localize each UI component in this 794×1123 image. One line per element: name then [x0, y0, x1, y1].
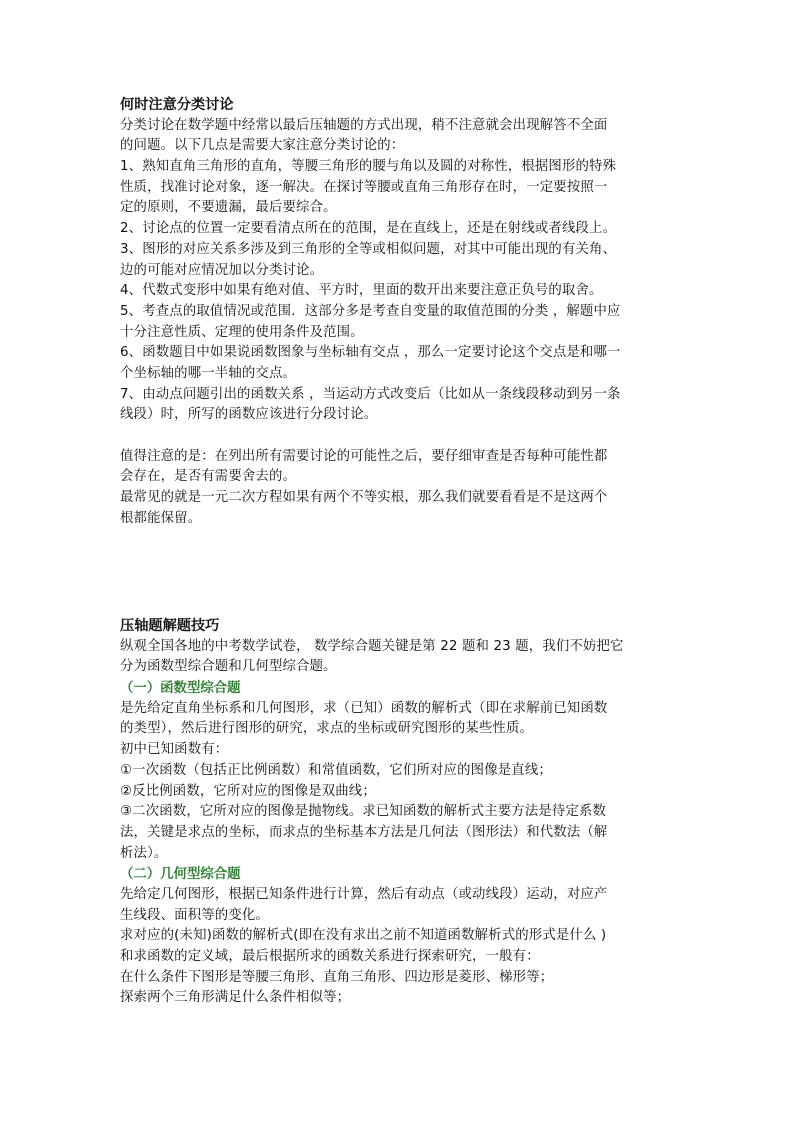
- paragraph-line: ③二次函数，它所对应的图像是抛物线。求已知函数的解析式主要方法是待定系数: [120, 804, 607, 820]
- section-title: 压轴题解题技巧: [120, 618, 220, 634]
- paragraph-line: 初中已知函数有：: [120, 742, 229, 758]
- note-line: 会存在，是否有需要舍去的。: [120, 469, 297, 485]
- paragraph-line: 个坐标轴的哪一半轴的交点。: [120, 365, 297, 381]
- paragraph-line: 性质，找准讨论对象，逐一解决。在探讨等腰或直角三角形存在时，一定要按照一: [120, 179, 608, 195]
- paragraph-line: 线段）时，所写的函数应该进行分段讨论。: [120, 407, 378, 423]
- section-title: 何时注意分类讨论: [120, 97, 234, 113]
- paragraph-line: 是先给定直角坐标系和几何图形，求（已知）函数的解析式（即在求解前已知函数: [120, 700, 608, 716]
- paragraph-line: 边的可能对应情况加以分类讨论。: [120, 262, 324, 278]
- paragraph-line: ①一次函数（包括正比例函数）和常值函数，它们所对应的图像是直线；: [120, 762, 552, 778]
- paragraph-line: 分为函数型综合题和几何型综合题。: [120, 659, 337, 675]
- paragraph-line: 求对应的(未知)函数的解析式(即在没有求出之前不知道函数解析式的形式是什么 ): [120, 928, 607, 944]
- paragraph-line: 7、由动点问题引出的函数关系 ，当运动方式改变后（比如从一条线段移动到另一条: [120, 386, 621, 402]
- paragraph-line: 纵观全国各地的中考数学试卷， 数学综合题关键是第 22 题和 23 题，我们不妨把它: [120, 638, 624, 654]
- note-line: 根都能保留。: [120, 510, 202, 526]
- paragraph-line: 法，关键是求点的坐标，而求点的坐标基本方法是几何法（图形法）和代数法（解: [120, 824, 608, 840]
- note-line: 值得注意的是：在列出所有需要讨论的可能性之后，要仔细审查是否每种可能性都: [120, 448, 608, 464]
- paragraph-line: 1、熟知直角三角形的直角，等腰三角形的腰与角以及圆的对称性，根据图形的特殊: [120, 159, 617, 175]
- paragraph-line: ②反比例函数，它所对应的图像是双曲线；: [120, 783, 376, 799]
- paragraph-line: 2、讨论点的位置一定要看清点所在的范围，是在直线上，还是在射线或者线段上。: [120, 221, 617, 237]
- paragraph-line: 的类型），然后进行图形的研究，求点的坐标或研究图形的某些性质。: [120, 721, 534, 737]
- note-line: 最常见的就是一元二次方程如果有两个不等实根，那么我们就要看看是不是这两个: [120, 490, 608, 506]
- paragraph-line: 定的原则，不要遗漏，最后要综合。: [120, 200, 337, 216]
- paragraph-line: 4、代数式变形中如果有绝对值、平方时，里面的数开出来要注意正负号的取舍。: [120, 283, 603, 299]
- paragraph-line: 3、图形的对应关系多涉及到三角形的全等或相似问题，对其中可能出现的有关角、: [120, 241, 617, 257]
- section-classification-discussion: [120, 95, 690, 529]
- paragraph-line: 生线段、面积等的变化。: [120, 907, 269, 923]
- paragraph-line: 在什么条件下图形是等腰三角形、直角三角形、四边形是菱形、梯形等；: [120, 969, 554, 985]
- paragraph-line: 和求函数的定义域，最后根据所求的函数关系进行探索研究，一般有：: [120, 949, 540, 964]
- paragraph-line: 的问题。以下几点是需要大家注意分类讨论的：: [120, 138, 405, 154]
- blank-line: [120, 426, 690, 447]
- paragraph-line: 分类讨论在数学题中经常以最后压轴题的方式出现，稍不注意就会出现解答不全面: [120, 117, 608, 133]
- paragraph-line: 十分注意性质、定理的使用条件及范围。: [120, 324, 364, 340]
- paragraph-line: 先给定几何图形，根据已知条件进行计算，然后有动点（或动线段）运动，对应产: [120, 886, 608, 902]
- paragraph-line: 析法）。: [120, 845, 168, 861]
- subsection-title-geometry: （二）几何型综合题: [120, 866, 241, 883]
- section-final-problem-techniques: [120, 616, 690, 1009]
- paragraph-line: 5、考查点的取值情况或范围．这部分多是考查自变量的取值范围的分类 ，解题中应: [120, 303, 621, 319]
- subsection-title-function: （一）函数型综合题: [120, 680, 241, 697]
- paragraph-line: 探索两个三角形满足什么条件相似等；: [120, 990, 351, 1006]
- paragraph-line: 6、函数题目中如果说函数图象与坐标轴有交点 ，那么一定要讨论这个交点是和哪一: [120, 345, 621, 361]
